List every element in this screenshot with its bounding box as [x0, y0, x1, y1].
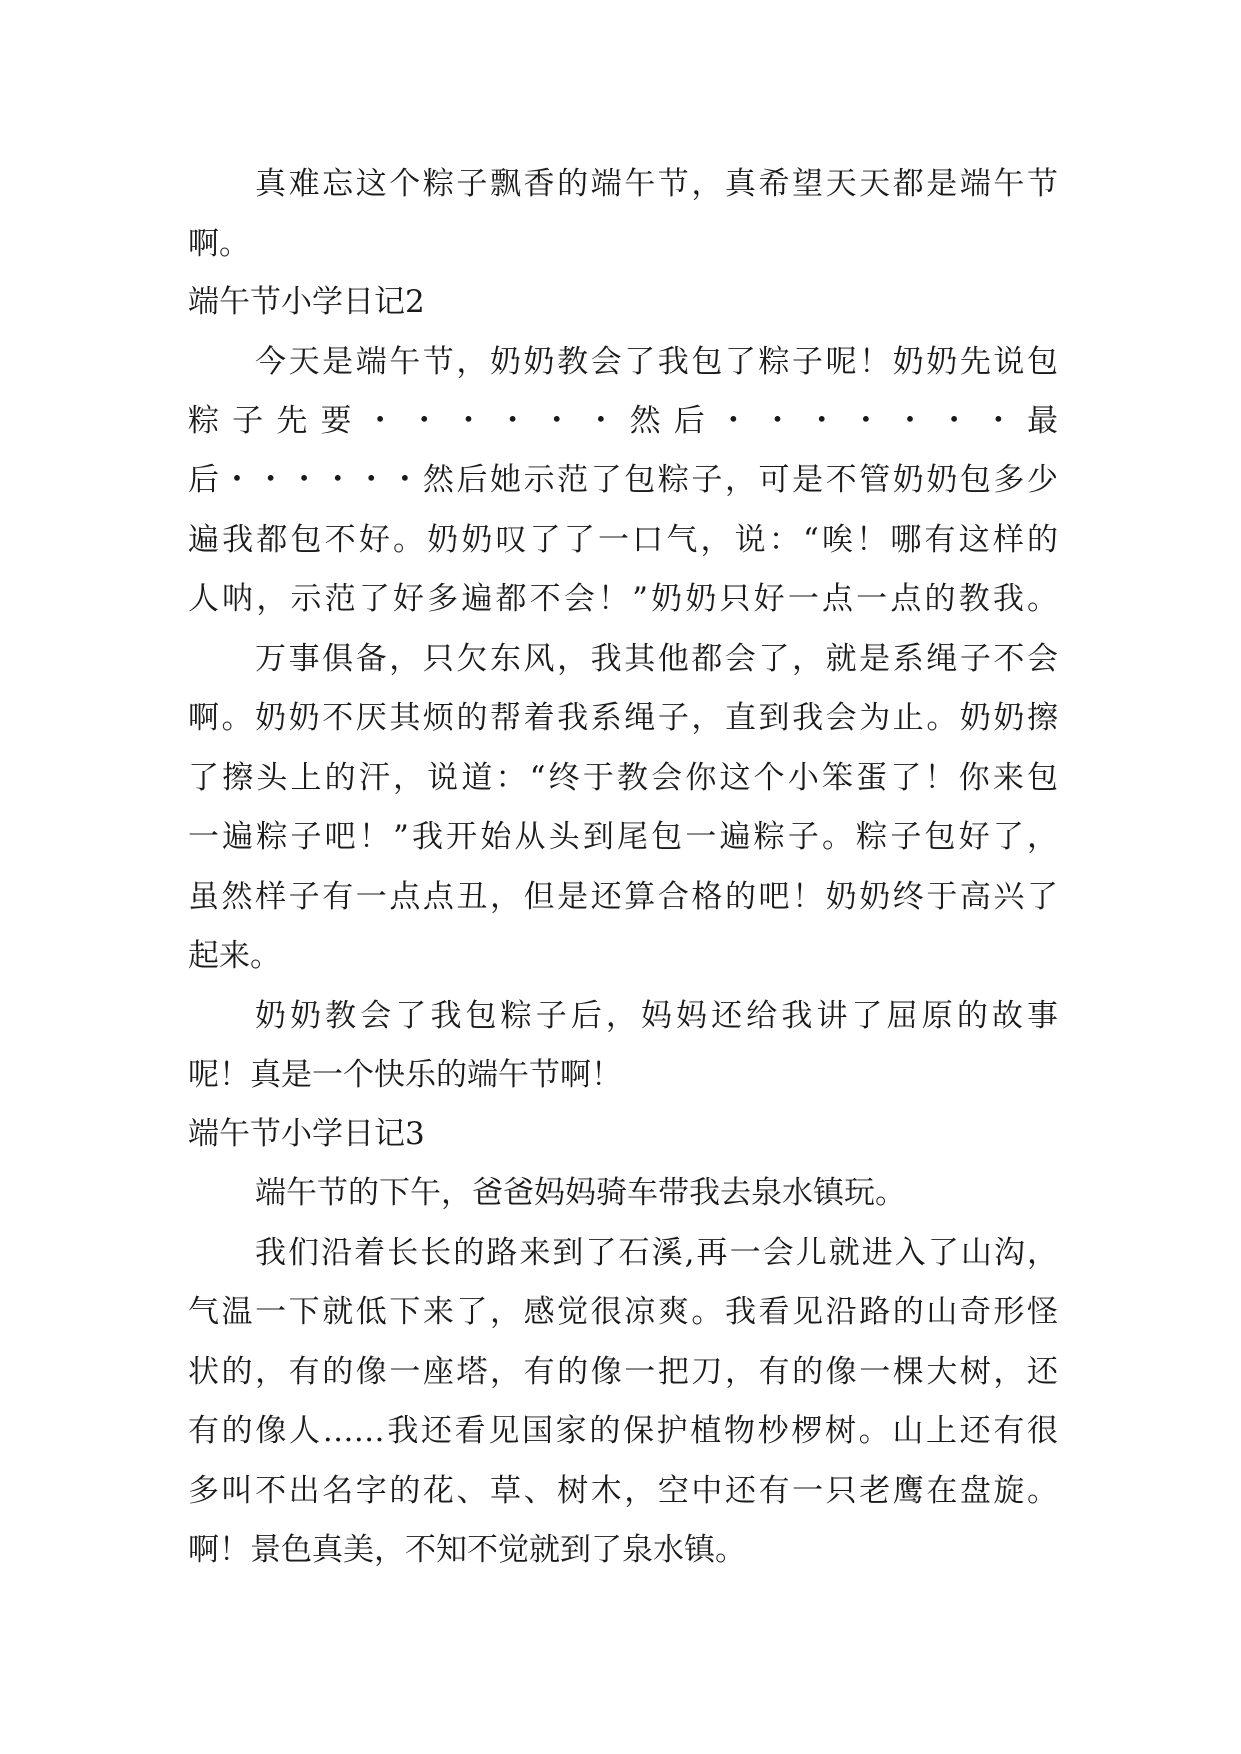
paragraph-line: 啊。奶奶不厌其烦的帮着我系绳子，直到我会为止。奶奶擦: [188, 700, 1058, 736]
paragraph-line: 啊！景色真美，不知不觉就到了泉水镇。: [188, 1532, 746, 1568]
paragraph-line: 了擦头上的汗，说道：“终于教会你这个小笨蛋了！你来包: [188, 760, 1058, 796]
paragraph-line: 后・・・・・・然后她示范了包粽子，可是不管奶奶包多少: [188, 462, 1058, 498]
paragraph-line: 人呐，示范了好多遍都不会！”奶奶只好一点一点的教我。: [188, 581, 1058, 617]
paragraph-line: 万事俱备，只欠东风，我其他都会了，就是系绳子不会: [255, 641, 1058, 677]
paragraph-line: 奶奶教会了我包粽子后，妈妈还给我讲了屈原的故事: [255, 998, 1058, 1034]
paragraph-line: 有的像人……我还看见国家的保护植物杪椤树。山上还有很: [188, 1413, 1058, 1449]
paragraph-line: 一遍粽子吧！”我开始从头到尾包一遍粽子。粽子包好了，: [188, 819, 1058, 855]
paragraph-line: 状的，有的像一座塔，有的像一把刀，有的像一棵大树，还: [188, 1354, 1058, 1390]
paragraph-line: 真难忘这个粽子飘香的端午节，真希望天天都是端午节: [255, 166, 1058, 202]
paragraph-line: 多叫不出名字的花、草、树木，空中还有一只老鹰在盘旋。: [188, 1473, 1058, 1509]
paragraph-line: 啊。: [188, 226, 250, 262]
section-heading: 端午节小学日记2: [188, 284, 425, 320]
paragraph-line: 端午节的下午，爸爸妈妈骑车带我去泉水镇玩。: [255, 1175, 906, 1211]
paragraph-line: 呢！真是一个快乐的端午节啊！: [188, 1057, 622, 1093]
paragraph-line: 起来。: [188, 938, 281, 974]
paragraph-line: 今天是端午节，奶奶教会了我包了粽子呢！奶奶先说包: [255, 344, 1058, 380]
paragraph-line: 气温一下就低下来了，感觉很凉爽。我看见沿路的山奇形怪: [188, 1294, 1058, 1330]
paragraph-line: 我们沿着长长的路来到了石溪,再一会儿就进入了山沟，: [255, 1235, 1058, 1271]
paragraph-line: 粽子先要・・・・・・然后・・・・・・・最: [188, 403, 1058, 439]
paragraph-line: 虽然样子有一点点丑，但是还算合格的吧！奶奶终于高兴了: [188, 879, 1058, 915]
section-heading: 端午节小学日记3: [188, 1116, 425, 1152]
paragraph-line: 遍我都包不好。奶奶叹了了一口气，说：“唉！哪有这样的: [188, 522, 1058, 558]
